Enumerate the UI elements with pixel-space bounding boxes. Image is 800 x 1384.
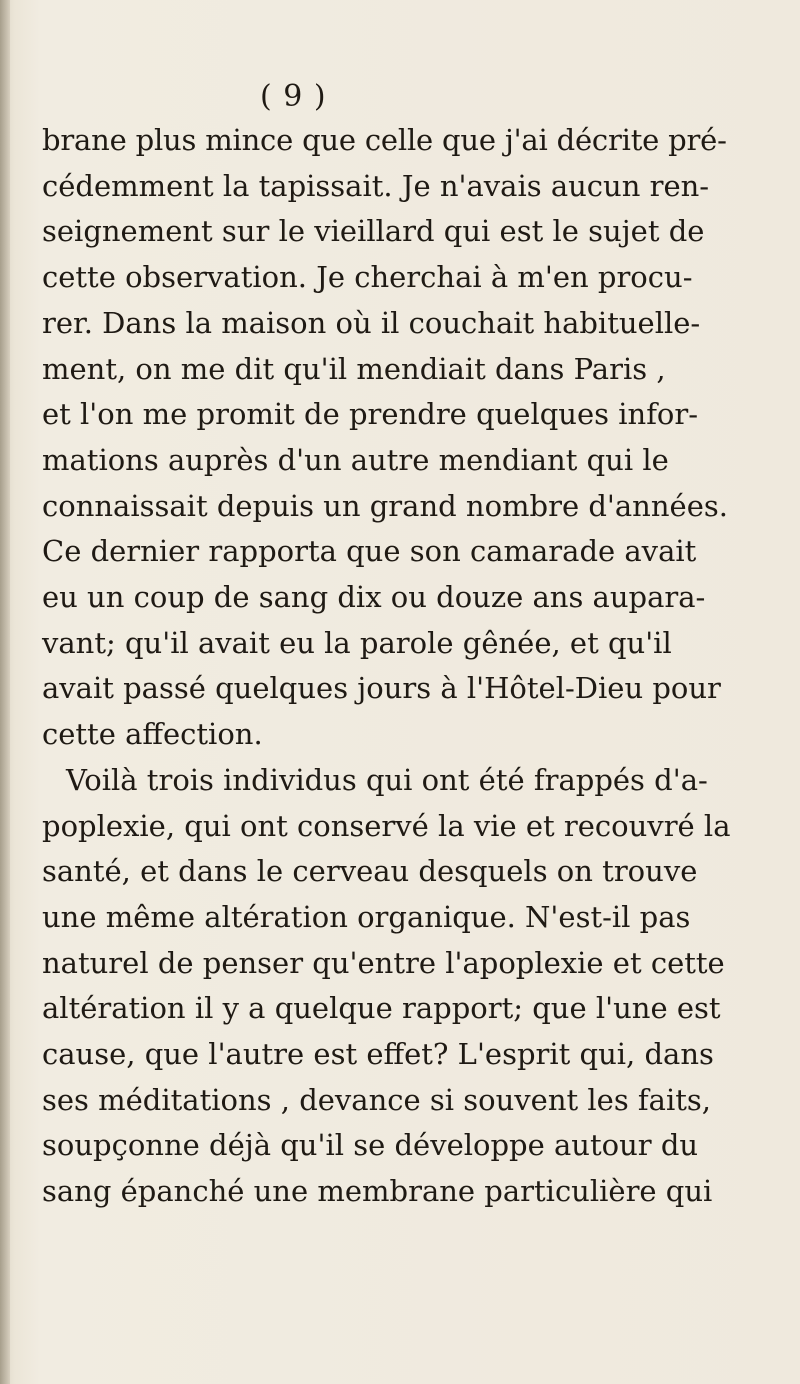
text-line: altération il y a quelque rapport; que l'une est	[42, 991, 721, 1026]
text-line: eu un coup de sang dix ou douze ans aupara-	[42, 580, 706, 615]
text-line: seignement sur le vieillard qui est le sujet de	[42, 214, 705, 249]
page-number: ( 9 )	[260, 79, 327, 114]
text-line: soupçonne déjà qu'il se développe autour du	[42, 1128, 699, 1163]
paragraph-start-line: Voilà trois individus qui ont été frappés d'a-	[66, 762, 708, 797]
text-line: brane plus mince que celle que j'ai décrite pré-	[42, 123, 727, 157]
text-line: Ce dernier rapporta que son camarade avait	[42, 534, 697, 569]
text-line: une même altération organique. N'est-il pas	[42, 899, 691, 934]
text-line: cette observation. Je cherchai à m'en procu-	[42, 260, 693, 295]
text-line: santé, et dans le cerveau desquels on trouve	[42, 854, 698, 889]
page-gutter-shadow	[0, 0, 10, 1384]
body-text	[42, 118, 731, 1215]
text-line: cette affection.	[42, 717, 263, 752]
text-line: mations auprès d'un autre mendiant qui le	[42, 442, 669, 477]
text-line: sang épanché une membrane particulière qui	[42, 1174, 713, 1209]
text-line: ment, on me dit qu'il mendiait dans Paris ,	[42, 351, 666, 386]
text-line: rer. Dans la maison où il couchait habituelle-	[42, 305, 701, 340]
text-line: ses méditations , devance si souvent les faits,	[42, 1082, 711, 1117]
text-line: poplexie, qui ont conservé la vie et recouvré la	[42, 808, 731, 843]
text-line: avait passé quelques jours à l'Hôtel-Dieu pour	[42, 671, 721, 706]
text-line: connaissait depuis un grand nombre d'années.	[42, 488, 728, 523]
text-line: cause, que l'autre est effet? L'esprit qui, dans	[42, 1037, 714, 1072]
text-line: cédemment la tapissait. Je n'avais aucun ren-	[42, 168, 710, 203]
text-line: et l'on me promit de prendre quelques infor-	[42, 397, 699, 432]
text-line: vant; qu'il avait eu la parole gênée, et qu'il	[42, 625, 672, 660]
text-line: naturel de penser qu'entre l'apoplexie et cette	[42, 945, 725, 980]
